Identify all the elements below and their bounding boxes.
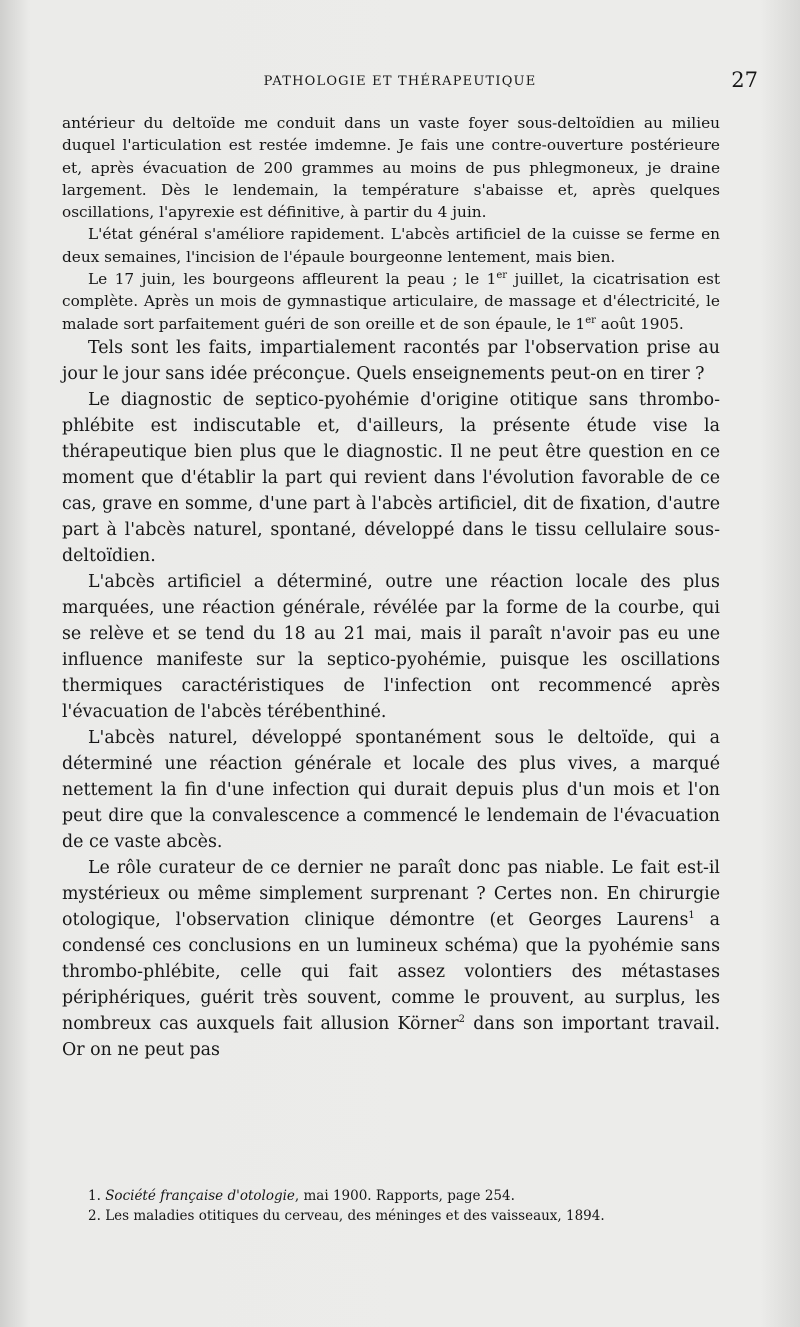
paragraph-3-superscript-2: er — [585, 314, 596, 326]
paragraph-1: antérieur du deltoïde me conduit dans un vaste foyer sous-deltoïdien au milieu duquel l'articulation est restée imdemne. Je fais une contre-ouverture postérieure et, après évacuation de 200 grammes au moins de pus phlegmoneux, je draine largement. Dès le lendemain, la température s'abaisse et, après quelques oscillations, l'apyrexie est définitive, à partir du 4 juin. — [62, 114, 720, 222]
paragraph-3-part-a: Le 17 juin, les bourgeons affleurent la peau ; le 1 — [88, 270, 497, 289]
paragraph-8-part-c: dans son important travail. Or on ne peut pas — [62, 1013, 720, 1060]
paragraph-8-part-a: Le rôle curateur de ce dernier ne paraît donc pas niable. Le fait est-il mystérieux ou même simplement surprenant ? Certes non. En chirurgie otologique, l'observation clinique démontre (et Georges Laurens — [62, 857, 720, 930]
footnote-ref-1: 1 — [688, 910, 695, 922]
footnote-ref-2: 2 — [458, 1014, 466, 1026]
paragraph-3 — [62, 268, 720, 335]
page-number: 27 — [731, 68, 758, 92]
paragraph-3-part-c: août 1905. — [595, 314, 684, 333]
paragraph-3-superscript-1: er — [496, 269, 508, 281]
running-head — [60, 68, 758, 94]
running-title: PATHOLOGIE ET THÉRAPEUTIQUE — [263, 74, 537, 89]
footnote-2 — [62, 1206, 720, 1226]
paragraph-8 — [62, 855, 720, 1063]
paragraph-6: L'abcès artificiel a déterminé, outre une réaction locale des plus marquées, une réaction générale, révélée par la forme de la courbe, qui se relève et se tend du 18 au 21 mai, mais il paraît n'avoir pas eu une influence manifeste sur la septico-pyohémie, puisque les oscillations thermiques caractéristiques de l'infection ont recommencé après l'évacuation de l'abcès térébenthiné. — [62, 571, 720, 722]
footnote-1 — [62, 1186, 720, 1206]
paragraph-4: Tels sont les faits, impartialement racontés par l'observation prise au jour le jour sans idée préconçue. Quels enseignements peut-on en tirer ? — [62, 337, 720, 384]
body-text — [62, 112, 720, 1063]
footnotes — [62, 1186, 720, 1226]
paragraph-7: L'abcès naturel, développé spontanément sous le deltoïde, qui a déterminé une réaction générale et locale des plus vives, a marqué nettement la fin d'une infection qui durait depuis plus d'un mois et l'on peut dire que la convalescence a commencé le lendemain de l'évacuation de ce vaste abcès. — [62, 727, 720, 852]
paragraph-5: Le diagnostic de septico-pyohémie d'origine otitique sans thrombo-phlébite est indiscutable et, d'ailleurs, la présente étude vise la thérapeutique bien plus que le diagnostic. Il ne peut être question en ce moment que d'établir la part qui revient dans l'évolution favorable de ce cas, grave en somme, d'une part à l'abcès artificiel, dit de fixation, d'autre part à l'abcès naturel, spontané, développé dans le tissu cellulaire sous-deltoïdien. — [62, 389, 720, 566]
footnote-2-text: Les maladies otitiques du cerveau, des méninges et des vaisseaux, 1894. — [105, 1208, 605, 1224]
paragraph-8-part-b: a condensé ces conclusions en un lumineux schéma) que la pyohémie sans thrombo-phlébite, celle qui fait assez volontiers des métastases périphériques, guérit très souvent, comme le prouvent, au surplus, les nombreux cas auxquels fait allusion Körner — [62, 909, 720, 1034]
footnote-1-title: Société française d'otologie — [105, 1188, 295, 1204]
footnote-1-number: 1. — [88, 1188, 101, 1204]
paragraph-3-part-b: juillet, la cicatrisation est complète. Après un mois de gymnastique articulaire, de massage et d'électricité, le malade sort parfaitement guéri de son oreille et de son épaule, le 1 — [62, 270, 720, 333]
paragraph-2: L'état général s'améliore rapidement. L'abcès artificiel de la cuisse se ferme en deux semaines, l'incision de l'épaule bourgeonne lentement, mais bien. — [62, 225, 720, 266]
footnote-2-number: 2. — [88, 1208, 101, 1224]
footnote-1-text: , mai 1900. Rapports, page 254. — [294, 1188, 515, 1204]
